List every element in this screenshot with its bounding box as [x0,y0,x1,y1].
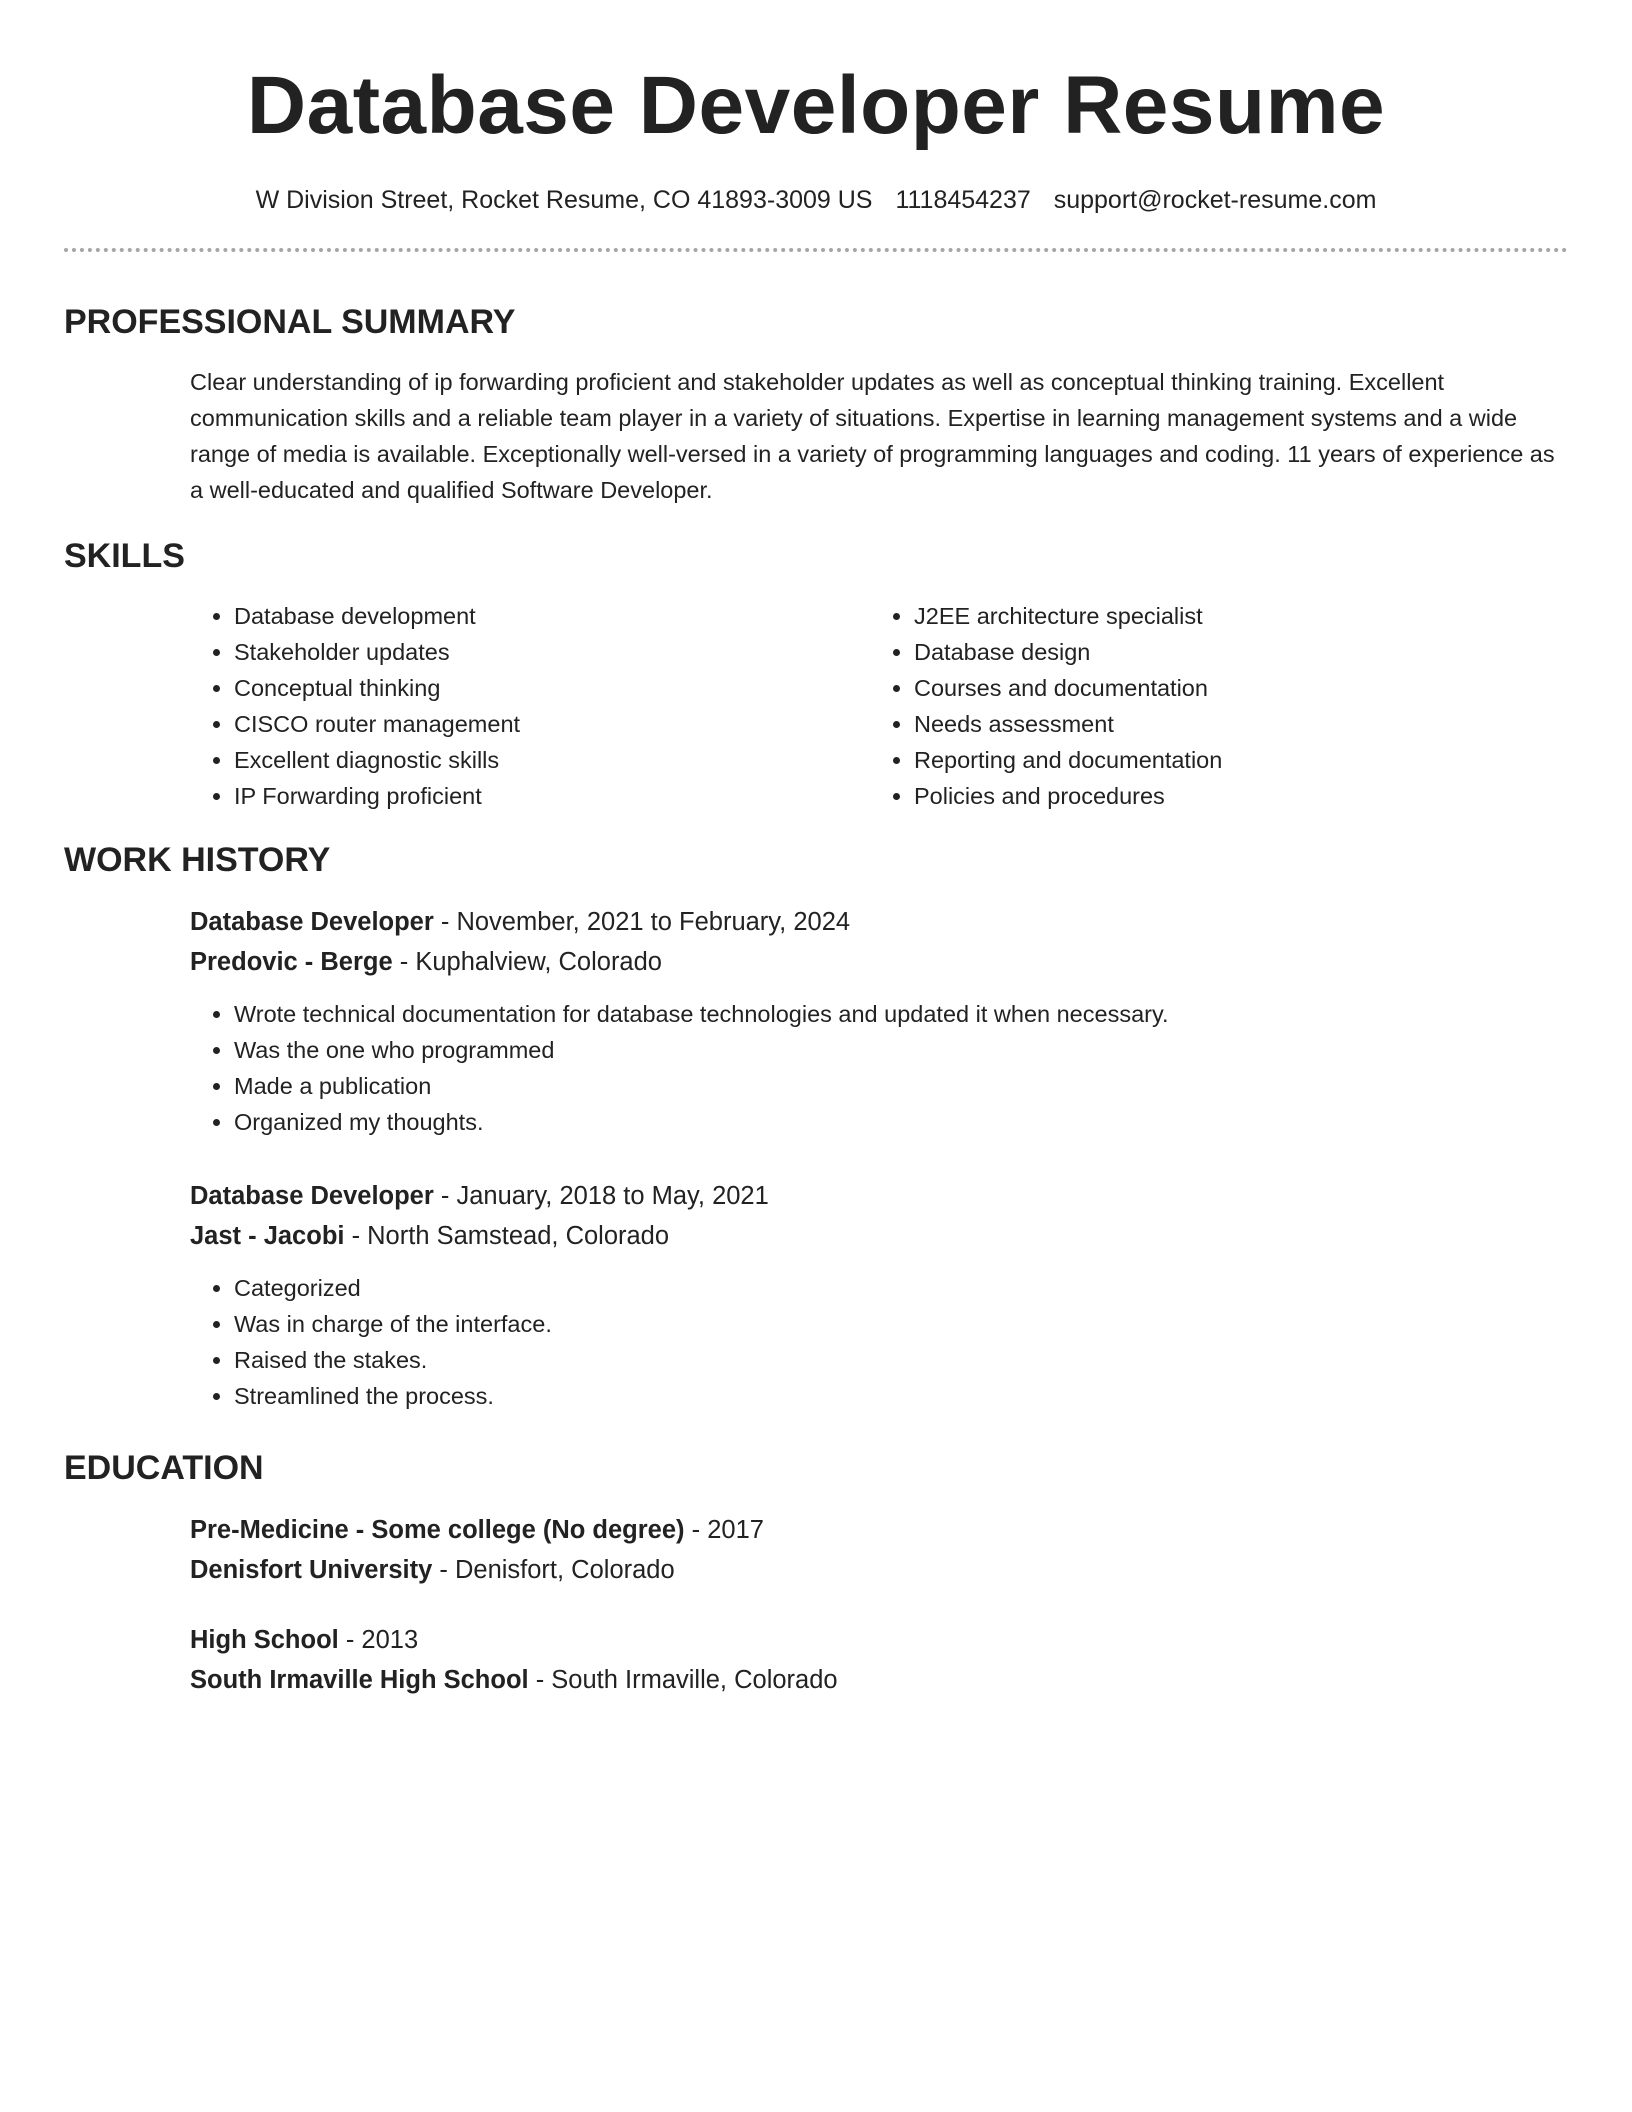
education-year: - 2013 [338,1626,419,1654]
job-duty: • Organized my thoughts. [234,1104,1568,1140]
job-title: Database Developer [190,1182,434,1210]
job-location: - Kuphalview, Colorado [392,948,662,976]
job-duty: • Wrote technical documentation for database technologies and updated it when necessary. [234,996,1568,1032]
contact-phone: 1118454237 [895,186,1031,214]
section-heading-work: WORK HISTORY [64,841,331,879]
job-title-line [190,1176,1568,1216]
job-duty: • Streamlined the process. [234,1378,1568,1414]
contact-email: support@rocket-resume.com [1053,186,1377,214]
skills-column-right [870,598,1550,814]
education-entry [190,1510,1568,1590]
job-duties-list [190,1270,1568,1414]
education-degree: High School [190,1626,339,1654]
work-history-section [64,840,1568,1414]
skill-item: • Database design [914,634,1550,670]
job-company-line [190,942,1568,982]
education-section [64,1448,1568,1700]
education-location: - South Irmaville, Colorado [528,1666,838,1694]
education-school: South Irmaville High School [190,1666,529,1694]
contact-address: W Division Street, Rocket Resume, CO 41893-3009 US [255,186,873,214]
skill-item: • Reporting and documentation [914,742,1550,778]
education-school: Denisfort University [190,1556,433,1584]
job-company-line [190,1216,1568,1256]
section-heading-summary: PROFESSIONAL SUMMARY [64,303,516,341]
education-school-line [190,1660,1568,1700]
job-duty: • Raised the stakes. [234,1342,1568,1378]
job-duties-list [190,996,1568,1140]
skills-list-right [870,598,1550,814]
education-degree-line [190,1620,1568,1660]
skills-list-left [190,598,870,814]
education-entry [190,1620,1568,1700]
education-degree: Pre-Medicine - Some college (No degree) [190,1516,685,1544]
job-entry [190,902,1568,1140]
job-dates: - January, 2018 to May, 2021 [433,1182,769,1210]
resume-header [64,0,1568,252]
header-divider [64,248,1568,252]
job-duty: • Was the one who programmed [234,1032,1568,1068]
job-entry [190,1176,1568,1414]
job-title: Database Developer [190,908,434,936]
job-location: - North Samstead, Colorado [344,1222,670,1250]
skill-item: • Database development [234,598,870,634]
skills-grid [190,598,1568,814]
skills-column-left [190,598,870,814]
education-location: - Denisfort, Colorado [432,1556,675,1584]
section-heading-education: EDUCATION [64,1449,264,1487]
education-year: - 2017 [684,1516,764,1544]
skill-item: • Policies and procedures [914,778,1550,814]
skill-item: • Conceptual thinking [234,670,870,706]
page-title: Database Developer Resume [246,60,1386,151]
skill-item: • IP Forwarding proficient [234,778,870,814]
education-degree-line [190,1510,1568,1550]
job-dates: - November, 2021 to February, 2024 [433,908,851,936]
section-heading-skills: SKILLS [64,537,185,575]
skill-item: • CISCO router management [234,706,870,742]
job-duty: • Made a publication [234,1068,1568,1104]
skill-item: • J2EE architecture specialist [914,598,1550,634]
education-school-line [190,1550,1568,1590]
job-company: Jast - Jacobi [190,1222,345,1250]
job-company: Predovic - Berge [190,948,393,976]
summary-text: Clear understanding of ip forwarding proficient and stakeholder updates as well as conceptual thinking training. Excellent communication skills and a reliable team player in a variety of situations. Expertise in learning management systems and a wide range of media is available. Exceptionally well-versed in a variety of programming languages and coding. 11 years of experience as a well-educated and qualified Software Developer. [190,369,1555,503]
professional-summary-section [64,302,1568,508]
skill-item: • Needs assessment [914,706,1550,742]
skill-item: • Courses and documentation [914,670,1550,706]
skill-item: • Excellent diagnostic skills [234,742,870,778]
skill-item: • Stakeholder updates [234,634,870,670]
skills-section [64,536,1568,814]
job-title-line [190,902,1568,942]
job-duty: • Was in charge of the interface. [234,1306,1568,1342]
contact-line [64,184,1568,216]
job-duty: • Categorized [234,1270,1568,1306]
